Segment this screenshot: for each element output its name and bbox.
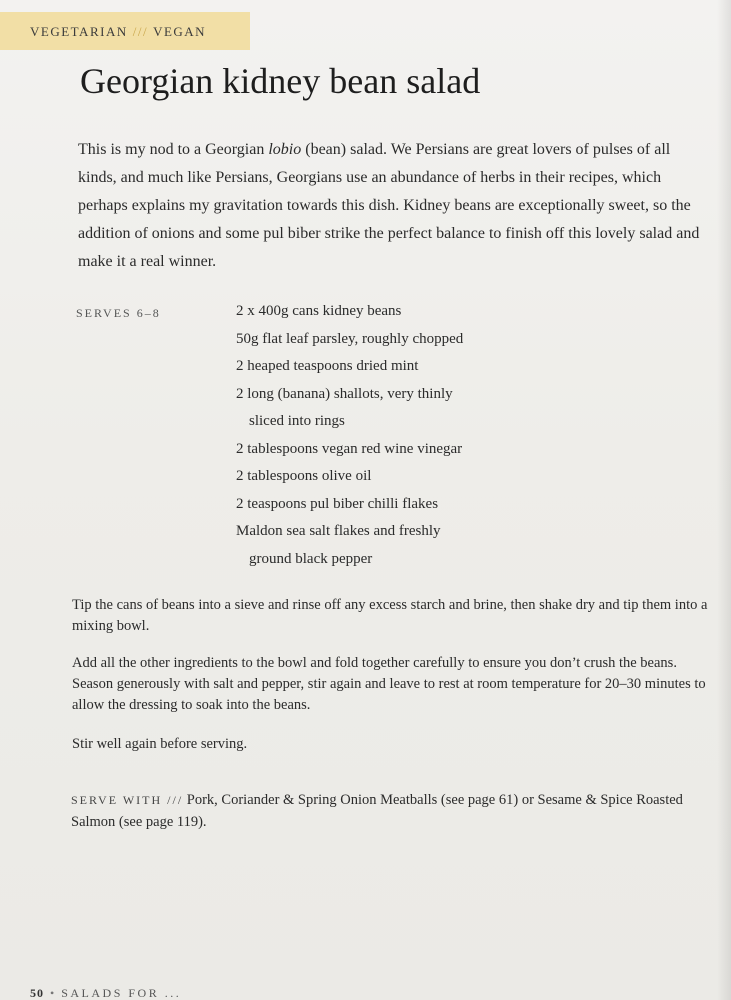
intro-text-start: This is my nod to a Georgian <box>78 141 269 158</box>
ingredient-item-continued: ground black pepper <box>249 550 373 567</box>
page-edge-shadow <box>717 0 731 1000</box>
serves-label: SERVES 6–8 <box>76 306 161 320</box>
ingredient-item: Maldon sea salt flakes and freshly <box>236 523 441 539</box>
ingredient-list <box>236 298 536 573</box>
serve-with-text: Pork, Coriander & Spring Onion Meatballs (see page 61) or Sesame & Spice Roasted Salmon (see page 119). <box>71 792 683 830</box>
ingredient-item: 2 tablespoons vegan red wine vinegar <box>236 440 463 457</box>
serve-with-label: SERVE WITH /// <box>71 793 184 807</box>
intro-italic-term: lobio <box>268 141 302 158</box>
ingredient-item: 2 long (banana) shallots, very thinly <box>236 385 453 402</box>
ingredient-item: 2 teaspoons pul biber chilli flakes <box>236 495 439 512</box>
category-primary: VEGETARIAN <box>30 24 128 39</box>
method-step: Add all the other ingredients to the bowl and fold together carefully to ensure you don’t crush the beans. Season generously with salt and pepper, stir again and leave to rest at room temperature for 20–30 minutes to allow the dressing to soak into the beans. <box>72 655 706 713</box>
recipe-title: Georgian kidney bean salad <box>80 61 481 101</box>
category-secondary: VEGAN <box>153 24 207 39</box>
recipe-intro <box>78 136 708 276</box>
footer-section-title: SALADS FOR ... <box>61 986 182 1000</box>
category-separator: /// <box>132 24 149 39</box>
footer-bullet: • <box>50 986 56 1000</box>
ingredient-item: 2 heaped teaspoons dried mint <box>236 358 419 374</box>
ingredient-item: 2 tablespoons olive oil <box>236 468 372 484</box>
category-label <box>30 24 206 40</box>
intro-text-end: (bean) salad. We Persians are great lovers of pulses of all kinds, and much like Persians, Georgians use an abundance of herbs in their recipes, which perhaps explains my gravitation towards this dish. Kidney beans are exceptionally sweet, so the addition of onions and some pul biber strike the perfect balance to finish off this lovely salad and make it a real winner. <box>78 141 700 270</box>
ingredient-item: 50g flat leaf parsley, roughly chopped <box>236 330 464 347</box>
page-footer <box>30 986 181 1000</box>
ingredient-item: 2 x 400g cans kidney beans <box>236 303 402 319</box>
ingredient-item-continued: sliced into rings <box>249 413 345 429</box>
page-number: 50 <box>30 986 44 1000</box>
serve-with-note <box>71 789 711 833</box>
method-step: Tip the cans of beans into a sieve and rinse off any excess starch and brine, then shake dry and tip them into a mixing bowl. <box>72 597 708 634</box>
method-step: Stir well again before serving. <box>72 736 248 752</box>
